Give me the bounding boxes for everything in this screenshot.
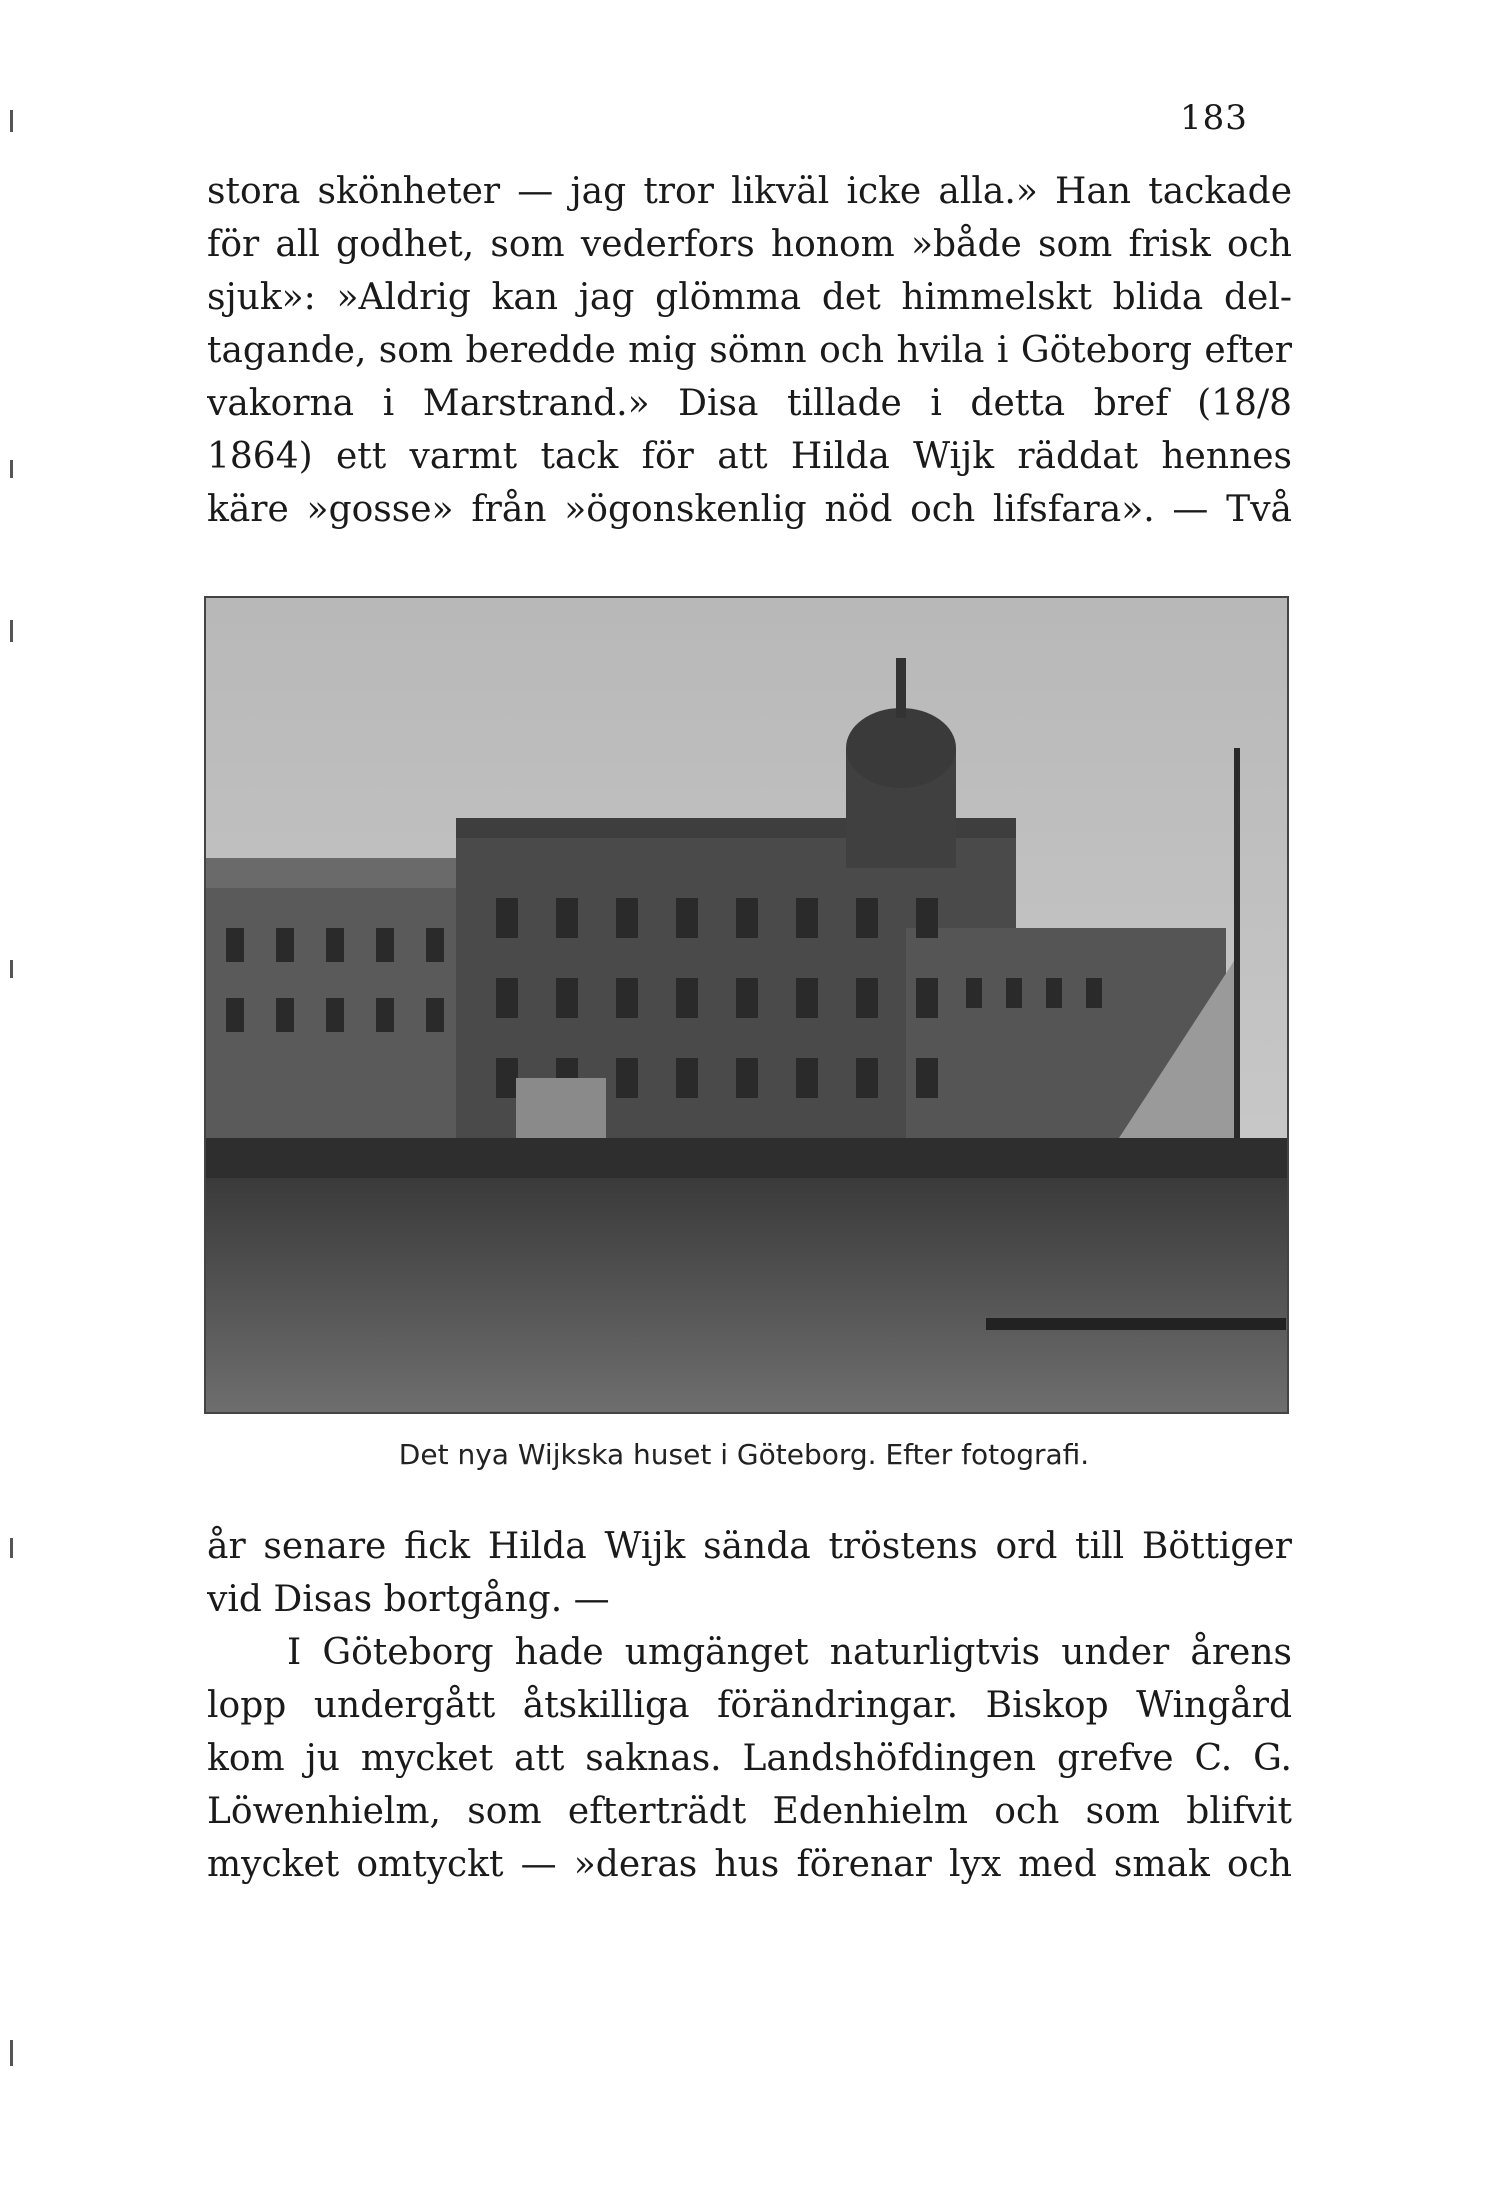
- text-line: Löwenhielm, som efterträdt Edenhielm och som blifvit: [207, 1791, 1292, 1832]
- margin-mark: [10, 620, 13, 642]
- page-number: 183: [1180, 98, 1248, 138]
- margin-mark: [10, 460, 13, 478]
- text-line: mycket omtyckt — »deras hus förenar lyx med smak och: [207, 1844, 1292, 1885]
- ship-mast: [1234, 748, 1240, 1168]
- text-line: 1864) ett varmt tack för att Hilda Wijk räddat hennes: [207, 436, 1292, 477]
- text-line: för all godhet, som vederfors honom »både som frisk och: [207, 224, 1292, 265]
- text-line: vid Disas bortgång. —: [207, 1579, 610, 1620]
- canal-water: [206, 1178, 1287, 1412]
- margin-mark: [10, 2040, 13, 2066]
- upper-paragraph: [207, 165, 1292, 536]
- text-line: tagande, som beredde mig sömn och hvila i Göteborg efter: [207, 330, 1292, 371]
- margin-mark: [10, 110, 13, 132]
- lower-paragraph: [207, 1520, 1292, 1891]
- text-line: år senare fick Hilda Wijk sända tröstens ord till Böttiger: [207, 1526, 1292, 1567]
- margin-mark: [10, 960, 13, 978]
- text-line: vakorna i Marstrand.» Disa tillade i detta bref (18/8: [207, 383, 1292, 424]
- text-line: I Göteborg hade umgänget naturligtvis under årens: [287, 1632, 1292, 1673]
- text-line: lopp undergått åtskilliga förändringar. Biskop Wingård: [207, 1685, 1292, 1726]
- text-line: sjuk»: »Aldrig kan jag glömma det himmelskt blida del-: [207, 277, 1292, 318]
- quay: [206, 1138, 1287, 1178]
- figure-caption: Det nya Wijkska huset i Göteborg. Efter fotografi.: [398, 1438, 1090, 1471]
- dome: [846, 708, 956, 788]
- text-line: kom ju mycket att saknas. Landshöfdingen grefve C. G.: [207, 1738, 1292, 1779]
- text-line: stora skönheter — jag tror likväl icke alla.» Han tackade: [207, 171, 1292, 212]
- building-photograph: [204, 596, 1289, 1414]
- text-line: käre »gosse» från »ögonskenlig nöd och lifsfara». — Två: [207, 489, 1292, 530]
- boat: [986, 1318, 1286, 1330]
- margin-mark: [10, 1538, 13, 1558]
- photo-illustration: [206, 598, 1287, 1412]
